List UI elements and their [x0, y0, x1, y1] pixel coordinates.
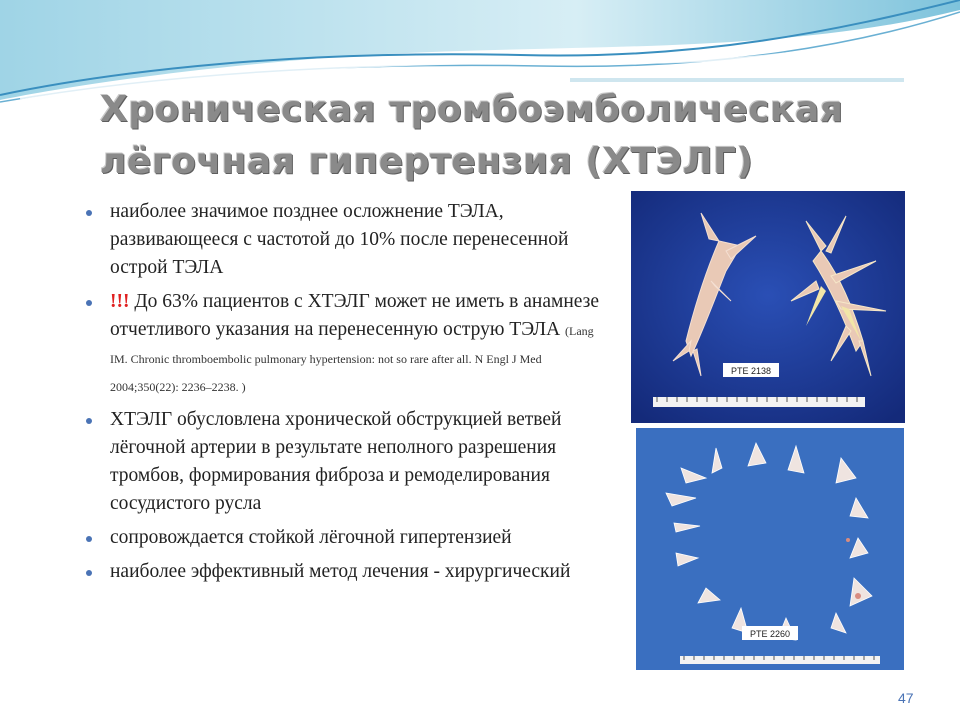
bullet-text: ХТЭЛГ обусловлена хронической обструкцией ветвей лёгочной артерии в результате неполного разрешения тромбов, формирования фиброза и ремоделирования сосудистого русла — [110, 409, 562, 514]
bullet-dot-icon — [86, 570, 92, 576]
bullet-item — [84, 406, 609, 518]
page-number: 47 — [898, 690, 914, 706]
bullet-dot-icon — [86, 210, 92, 216]
bullet-text: сопровождается стойкой лёгочной гипертензией — [110, 527, 512, 548]
bullet-dot-icon — [86, 536, 92, 542]
bullet-dot-icon — [86, 300, 92, 306]
bullet-item — [84, 524, 609, 552]
bullet-list — [84, 198, 609, 592]
title-line-2: лёгочная гипертензия (ХТЭЛГ) — [100, 141, 754, 182]
photo-top-label: PTE 2138 — [730, 366, 772, 376]
title-line-1: Хроническая тромбоэмболическая — [100, 89, 844, 130]
alarm-marker: !!! — [110, 291, 130, 312]
photo-bottom-label: PTE 2260 — [749, 629, 791, 639]
specimen-photo-bottom — [636, 428, 904, 670]
bullet-text: наиболее значимое позднее осложнение ТЭЛА, развивающееся с частотой до 10% после перенесенной острой ТЭЛА — [110, 201, 569, 278]
bullet-dot-icon — [86, 418, 92, 424]
bullet-text: наиболее эффективный метод лечения - хирургический — [110, 561, 571, 582]
bullet-item — [84, 558, 609, 586]
slide-title — [100, 84, 920, 188]
specimen-photo-top — [631, 191, 905, 423]
bullet-item — [84, 198, 609, 282]
citation: (Lang IM. Chronic thromboembolic pulmonary hypertension: not so rare after all. N Engl J Med 2004;350(22): 2236–2238. ) — [110, 324, 594, 394]
bullet-item — [84, 288, 609, 400]
bullet-text: До 63% пациентов с ХТЭЛГ может не иметь в анамнезе отчетливого указания на перенесенную острую ТЭЛА — [110, 291, 600, 340]
